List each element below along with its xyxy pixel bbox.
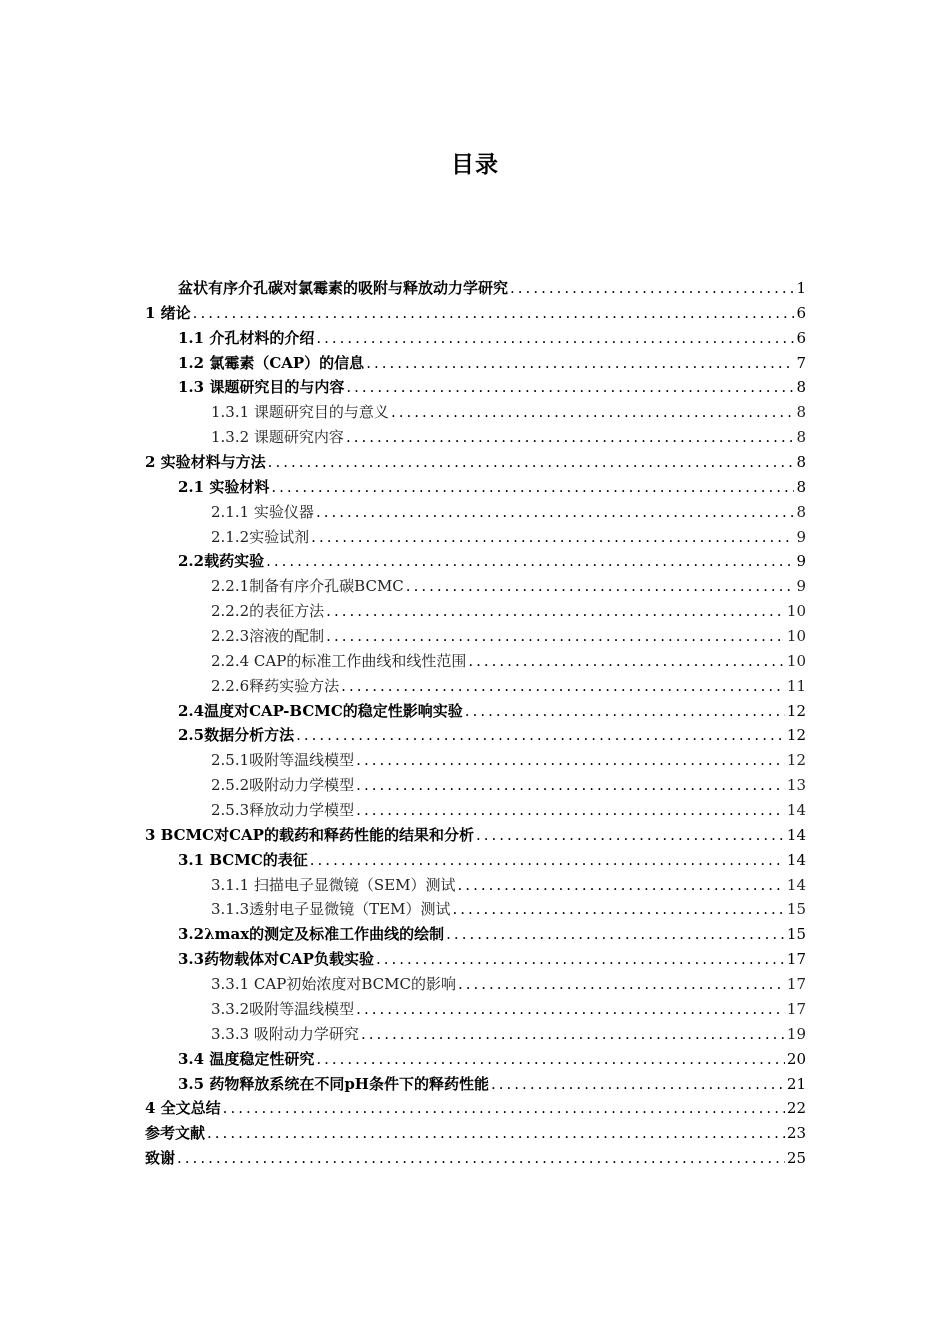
toc-page-number: 13: [786, 776, 806, 795]
toc-dot-leader: [458, 972, 785, 997]
toc-dot-leader: [468, 649, 785, 674]
toc-dot-leader: [356, 798, 785, 823]
toc-entry[interactable]: [145, 475, 806, 500]
toc-entry[interactable]: [145, 301, 806, 326]
toc-entry[interactable]: [145, 1096, 806, 1121]
toc-page-number: 19: [786, 1024, 806, 1043]
toc-entry-label: 2.2.6释药实验方法: [211, 676, 340, 695]
toc-dot-leader: [296, 723, 785, 748]
toc-page-number: 8: [796, 428, 806, 447]
toc-dot-leader: [376, 947, 785, 972]
toc-entry-label: 3.3.1 CAP初始浓度对BCMC的影响: [211, 975, 456, 994]
toc-page-number: 8: [796, 477, 806, 496]
toc-entry[interactable]: [145, 748, 806, 773]
toc-dot-leader: [446, 922, 785, 947]
toc-page-number: 11: [786, 676, 806, 695]
toc-page-number: 21: [786, 1074, 806, 1093]
table-of-contents: [145, 276, 806, 1171]
toc-dot-leader: [266, 549, 794, 574]
toc-dot-leader: [366, 351, 794, 376]
toc-dot-leader: [346, 375, 794, 400]
toc-dot-leader: [356, 748, 785, 773]
toc-entry-label: 1 绪论: [145, 303, 191, 322]
toc-page-number: 14: [786, 850, 806, 869]
toc-entry-label: 致谢: [145, 1149, 176, 1168]
toc-page-number: 10: [786, 602, 806, 621]
toc-page-number: 9: [796, 552, 806, 571]
toc-entry-label: 3.1.3透射电子显微镜（TEM）测试: [211, 900, 451, 919]
toc-page-number: 14: [786, 875, 806, 894]
toc-page-number: 8: [796, 378, 806, 397]
toc-entry[interactable]: [145, 549, 806, 574]
toc-page-number: 8: [796, 453, 806, 472]
toc-entry[interactable]: [145, 599, 806, 624]
toc-entry-label: 2.2.2的表征方法: [211, 602, 325, 621]
toc-entry[interactable]: [145, 425, 806, 450]
toc-entry[interactable]: [145, 450, 806, 475]
toc-dot-leader: [310, 848, 785, 873]
toc-entry[interactable]: [145, 1022, 806, 1047]
toc-dot-leader: [356, 773, 785, 798]
toc-entry[interactable]: [145, 326, 806, 351]
toc-entry-label: 3 BCMC对CAP的载药和释药性能的结果和分析: [145, 825, 474, 844]
toc-entry[interactable]: [145, 773, 806, 798]
toc-entry[interactable]: [145, 947, 806, 972]
toc-entry-label: 4 全文总结: [145, 1099, 221, 1118]
toc-page-number: 8: [796, 403, 806, 422]
toc-page-number: 14: [786, 825, 806, 844]
toc-dot-leader: [316, 500, 795, 525]
toc-entry-label: 2.5.2吸附动力学模型: [211, 776, 355, 795]
toc-entry-label: 2.2载药实验: [178, 552, 265, 571]
toc-entry[interactable]: [145, 525, 806, 550]
toc-dot-leader: [341, 674, 785, 699]
toc-entry-label: 3.1 BCMC的表征: [178, 850, 308, 869]
toc-page-number: 12: [786, 751, 806, 770]
toc-entry-label: 2.1.2实验试剂: [211, 527, 310, 546]
toc-entry[interactable]: [145, 873, 806, 898]
toc-page-number: 6: [796, 303, 806, 322]
toc-entry[interactable]: [145, 922, 806, 947]
toc-entry-label: 1.2 氯霉素（CAP）的信息: [178, 353, 365, 372]
toc-dot-leader: [207, 1121, 785, 1146]
toc-dot-leader: [223, 1096, 785, 1121]
toc-dot-leader: [326, 624, 785, 649]
toc-entry-label: 1.3.1 课题研究目的与意义: [211, 403, 389, 422]
toc-page-number: 17: [786, 975, 806, 994]
toc-entry-label: 2.2.1制备有序介孔碳BCMC: [211, 577, 404, 596]
toc-page-number: 9: [796, 577, 806, 596]
toc-page-number: 6: [796, 328, 806, 347]
toc-entry[interactable]: [145, 400, 806, 425]
toc-dot-leader: [271, 475, 794, 500]
toc-dot-leader: [356, 997, 785, 1022]
toc-dot-leader: [510, 276, 794, 301]
toc-entry[interactable]: [145, 997, 806, 1022]
toc-dot-leader: [361, 1022, 785, 1047]
toc-entry[interactable]: [145, 1121, 806, 1146]
toc-entry-label: 盆状有序介孔碳对氯霉素的吸附与释放动力学研究: [178, 279, 509, 297]
toc-entry[interactable]: [145, 972, 806, 997]
toc-page-number: 17: [786, 950, 806, 969]
toc-page-number: 7: [796, 353, 806, 372]
toc-entry-label: 2.1 实验材料: [178, 477, 270, 496]
toc-dot-leader: [311, 525, 794, 550]
toc-dot-leader: [458, 873, 785, 898]
toc-page-number: 17: [786, 999, 806, 1018]
toc-dot-leader: [326, 599, 785, 624]
toc-dot-leader: [193, 301, 795, 326]
toc-entry[interactable]: [145, 674, 806, 699]
toc-entry[interactable]: [145, 848, 806, 873]
toc-page-number: 10: [786, 651, 806, 670]
toc-entry-label: 1.1 介孔材料的介绍: [178, 328, 315, 347]
toc-entry[interactable]: [145, 723, 806, 748]
toc-page-number: 12: [786, 701, 806, 720]
toc-dot-leader: [491, 1072, 785, 1097]
toc-entry-label: 1.3.2 课题研究内容: [211, 428, 344, 447]
toc-dot-leader: [452, 897, 784, 922]
toc-dot-leader: [268, 450, 795, 475]
toc-entry[interactable]: [145, 276, 806, 301]
toc-dot-leader: [316, 1047, 785, 1072]
toc-entry[interactable]: [145, 798, 806, 823]
toc-page-number: 23: [786, 1124, 806, 1143]
toc-entry[interactable]: [145, 1047, 806, 1072]
toc-entry-label: 3.3.2吸附等温线模型: [211, 999, 355, 1018]
toc-entry[interactable]: [145, 897, 806, 922]
toc-entry[interactable]: [145, 1072, 806, 1097]
toc-entry-label: 3.4 温度稳定性研究: [178, 1049, 315, 1068]
toc-entry-label: 2.5.1吸附等温线模型: [211, 751, 355, 770]
toc-entry[interactable]: [145, 649, 806, 674]
toc-page-number: 14: [786, 801, 806, 820]
toc-entry-label: 1.3 课题研究目的与内容: [178, 378, 345, 397]
toc-entry-label: 3.1.1 扫描电子显微镜（SEM）测试: [211, 875, 456, 894]
toc-page-number: 1: [796, 279, 806, 297]
toc-entry[interactable]: [145, 351, 806, 376]
toc-page-number: 10: [786, 627, 806, 646]
toc-entry-label: 2.1.1 实验仪器: [211, 502, 314, 521]
toc-entry[interactable]: [145, 823, 806, 848]
toc-entry-label: 3.3.3 吸附动力学研究: [211, 1024, 359, 1043]
toc-entry-label: 3.2λmax的测定及标准工作曲线的绘制: [178, 925, 445, 944]
toc-entry[interactable]: [145, 500, 806, 525]
toc-dot-leader: [346, 425, 795, 450]
toc-entry-label: 2.5.3释放动力学模型: [211, 801, 355, 820]
toc-page-number: 22: [786, 1099, 806, 1118]
toc-entry[interactable]: [145, 375, 806, 400]
toc-entry[interactable]: [145, 624, 806, 649]
toc-page-number: 9: [796, 527, 806, 546]
toc-entry[interactable]: [145, 574, 806, 599]
toc-entry-label: 2.4温度对CAP-BCMC的稳定性影响实验: [178, 701, 463, 720]
toc-dot-leader: [406, 574, 795, 599]
page-title: 目录: [451, 152, 499, 178]
toc-entry-label: 参考文献: [145, 1124, 206, 1143]
toc-page-number: 15: [786, 925, 806, 944]
toc-dot-leader: [465, 699, 785, 724]
toc-dot-leader: [391, 400, 795, 425]
toc-page-number: 20: [786, 1049, 806, 1068]
toc-entry[interactable]: [145, 699, 806, 724]
toc-entry[interactable]: [145, 1146, 806, 1171]
toc-page-number: 8: [796, 502, 806, 521]
toc-page-number: 15: [786, 900, 806, 919]
toc-dot-leader: [316, 326, 794, 351]
toc-entry-label: 3.5 药物释放系统在不同pH条件下的释药性能: [178, 1074, 489, 1093]
toc-entry-label: 2 实验材料与方法: [145, 453, 266, 472]
toc-dot-leader: [476, 823, 785, 848]
toc-page-number: 25: [786, 1149, 806, 1168]
toc-dot-leader: [177, 1146, 785, 1171]
toc-entry-label: 2.5数据分析方法: [178, 726, 295, 745]
toc-entry-label: 2.2.3溶液的配制: [211, 627, 325, 646]
toc-entry-label: 2.2.4 CAP的标准工作曲线和线性范围: [211, 651, 467, 670]
toc-page-number: 12: [786, 726, 806, 745]
toc-entry-label: 3.3药物载体对CAP负载实验: [178, 950, 374, 969]
